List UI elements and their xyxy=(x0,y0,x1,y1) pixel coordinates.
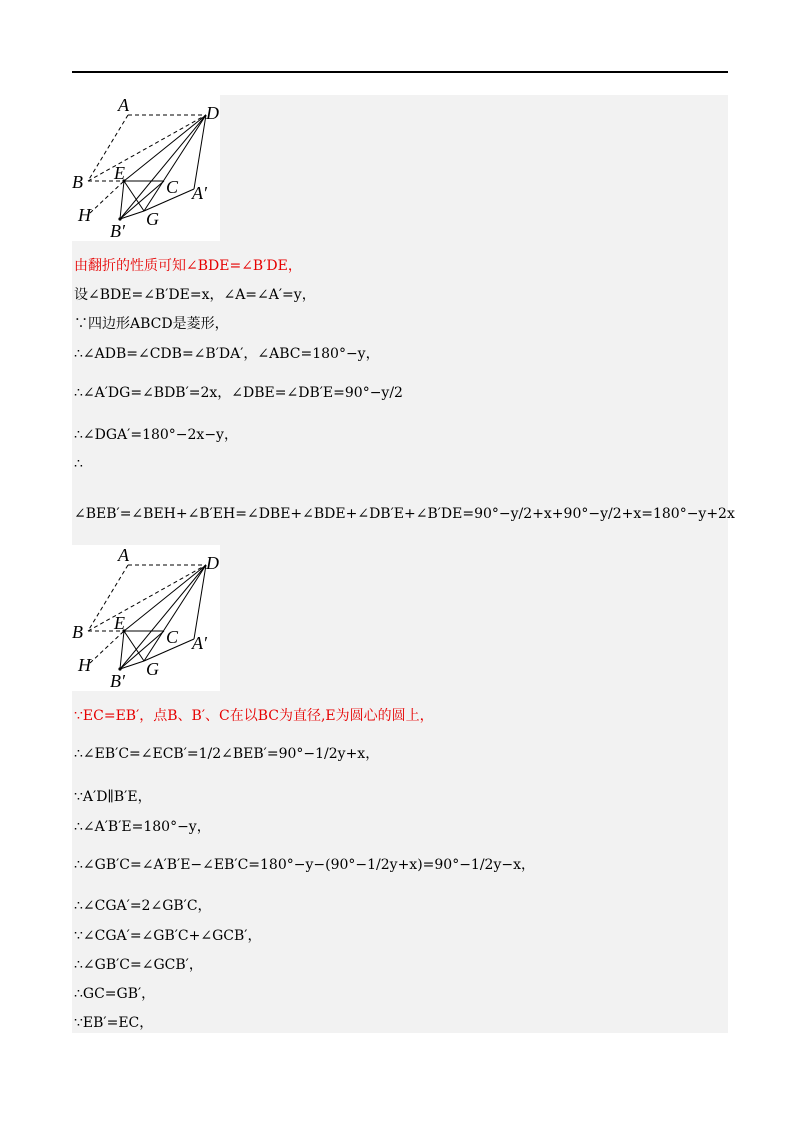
label-c-2: C xyxy=(166,627,179,647)
label-g-2: G xyxy=(146,659,159,679)
header-rule xyxy=(72,71,728,73)
step-parallel: ∵A′D∥B′E， xyxy=(74,789,152,805)
rhombus-fold-diagram-2 xyxy=(72,545,220,691)
step-circle: ∵EC=EB′，点B、B′、C在以BC为直径,E为圆心的圆上， xyxy=(74,708,434,724)
step-angle-cga: ∴∠CGA′=2∠GB′C， xyxy=(74,898,212,914)
step-angle-beb: ∠BEB′=∠BEH+∠B′EH=∠DBE+∠BDE+∠DB′E+∠B′DE=90°−y/2+x+90°−y/2+x=180°−y+2x xyxy=(74,506,735,522)
label-a-prime-2: A′ xyxy=(192,633,207,653)
step-angle-adb: ∴∠ADB=∠CDB=∠B′DA′，∠ABC=180°−y， xyxy=(74,346,380,362)
geometry-figure-1 xyxy=(72,95,220,241)
label-h-2: H xyxy=(78,655,91,675)
label-e-2: E xyxy=(114,613,125,633)
step-let-variables: 设∠BDE=∠B′DE=x，∠A=∠A′=y， xyxy=(74,287,316,303)
label-b-prime: B′ xyxy=(110,221,125,241)
step-angle-ebc: ∴∠EB′C=∠ECB′=1/2∠BEB′=90°−1/2y+x， xyxy=(74,746,380,762)
step-angle-abe: ∴∠A′B′E=180°−y， xyxy=(74,819,211,835)
label-b-2: B xyxy=(72,622,83,642)
label-b-prime-2: B′ xyxy=(110,671,125,691)
label-h: H xyxy=(78,205,91,225)
label-a: A xyxy=(118,95,129,115)
step-therefore: ∴ xyxy=(74,456,83,472)
label-g: G xyxy=(146,209,159,229)
step-fold-property: 由翻折的性质可知∠BDE=∠B′DE， xyxy=(74,258,302,274)
rhombus-fold-diagram xyxy=(72,95,220,241)
label-e: E xyxy=(114,163,125,183)
label-a-prime: A′ xyxy=(192,183,207,203)
label-a-2: A xyxy=(118,545,129,565)
label-d: D xyxy=(206,103,219,123)
label-b: B xyxy=(72,172,83,192)
step-eb-equal: ∵EB′=EC， xyxy=(74,1015,154,1031)
step-gc-equal: ∴GC=GB′， xyxy=(74,986,156,1002)
geometry-figure-2 xyxy=(72,545,220,691)
step-angle-dga: ∴∠DGA′=180°−2x−y， xyxy=(74,427,238,443)
step-angle-equal: ∴∠GB′C=∠GCB′， xyxy=(74,957,203,973)
label-d-2: D xyxy=(206,553,219,573)
step-angle-gbc: ∴∠GB′C=∠A′B′E−∠EB′C=180°−y−(90°−1/2y+x)=90°−1/2y−x， xyxy=(74,857,535,873)
step-rhombus: ∵四边形ABCD是菱形， xyxy=(74,316,229,332)
step-angle-cga-sum: ∵∠CGA′=∠GB′C+∠GCB′， xyxy=(74,928,262,944)
step-angle-adg: ∴∠A′DG=∠BDB′=2x，∠DBE=∠DB′E=90°−y/2 xyxy=(74,385,403,401)
label-c: C xyxy=(166,177,179,197)
